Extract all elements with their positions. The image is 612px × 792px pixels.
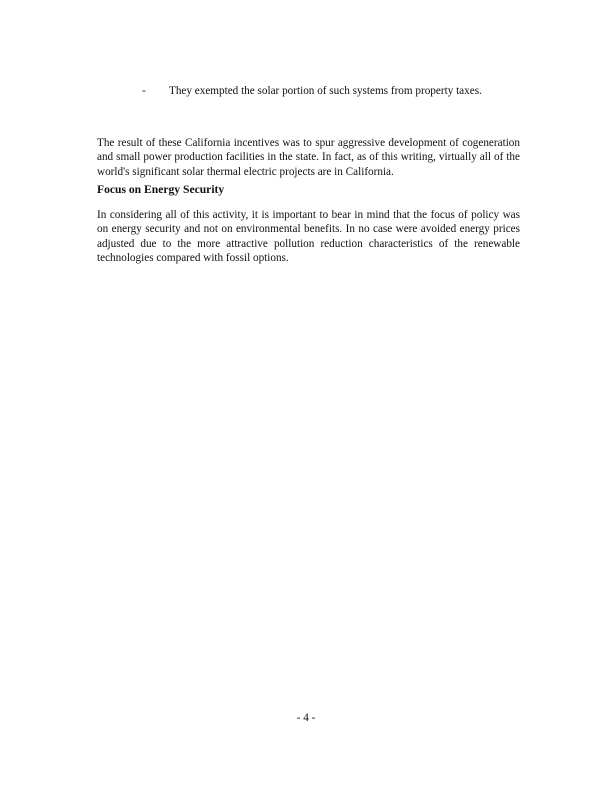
section-heading: Focus on Energy Security [97, 183, 225, 196]
page-number: - 4 - [296, 712, 316, 724]
body-paragraph-incentives: The result of these California incentives was to spur aggressive development of cogeneration and small power production facilities in the state. In fact, as of this writing, virtually all of the world's significant solar thermal electric projects are in California. [97, 137, 520, 178]
body-paragraph-energy-security: In considering all of this activity, it is important to bear in mind that the focus of policy was on energy security and not on environmental benefits. In no case were avoided energy prices adjusted due to the more attractive pollution reduction characteristics of the renewable technologies compared with fossil options. [97, 209, 520, 264]
bullet-marker: - [142, 85, 146, 97]
bullet-text: They exempted the solar portion of such systems from property taxes. [169, 85, 482, 97]
